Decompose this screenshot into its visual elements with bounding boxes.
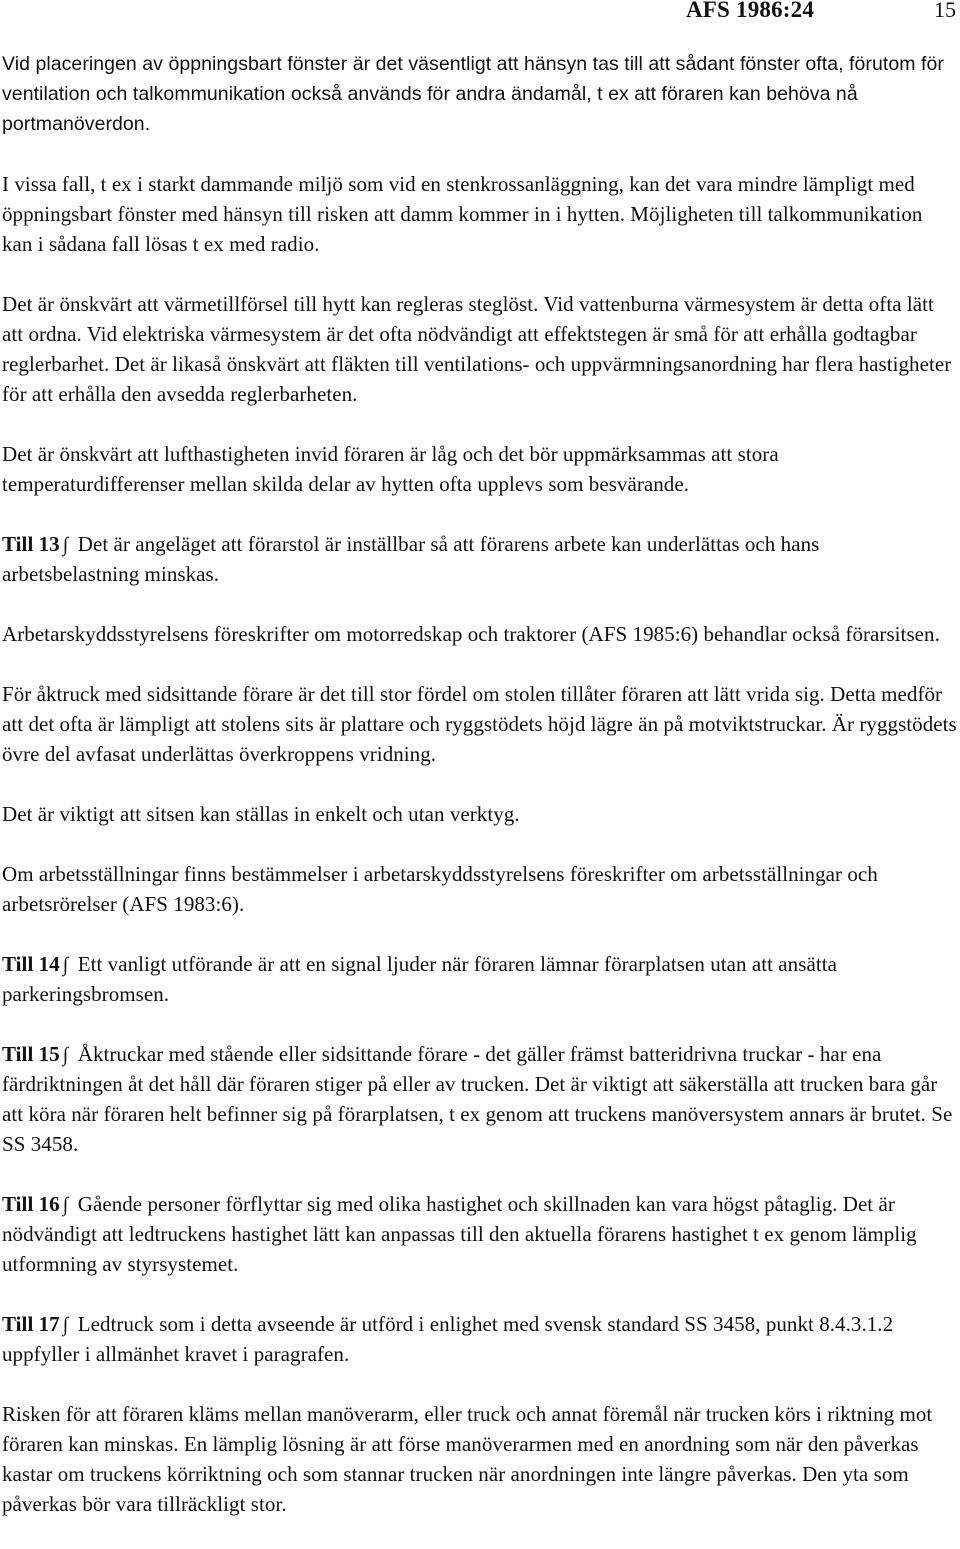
till-15-text: Åktruckar med stående eller sidsittande förare - det gäller främst batteridrivna truckar - har ena färdriktningen åt det håll där föraren stiger på eller av trucken. Det är viktigt att säkerställa att trucken bara går att köra när föraren helt befinner sig på förarplatsen, t ex genom att truckens manöversystem annars är brutet. Se SS 3458. — [2, 1042, 953, 1156]
till-13-label: Till 13 — [2, 532, 60, 556]
section-mark-icon: ∫ — [62, 954, 69, 976]
document-code: AFS 1986:24 — [686, 0, 815, 22]
page-number: 15 — [934, 0, 956, 22]
paragraph-crush-risk: Risken för att föraren kläms mellan manöverarm, eller truck och annat föremål när trucken körs i riktning mot föraren kan minskas. En lämplig lösning är att förse manöverarmen med en anordning som när den påverkas kastar om truckens körriktning och som stannar trucken när anordningen inte längre påverkas. Den yta som påverkas bör vara tillräckligt stor. — [2, 1402, 933, 1516]
section-mark-icon: ∫ — [62, 1044, 69, 1066]
paragraph-side-seated-driver: För åktruck med sidsittande förare är det till stor fördel om stolen tillåter föraren att lätt vrida sig. Detta medför att det ofta är lämpligt att stolens sits är plattare och ryggstödets höjd lägre än på motviktstruckar. Är ryggstödets övre del avfasat underlättas överkroppens vridning. — [2, 682, 957, 766]
paragraph-till-17 — [2, 1309, 958, 1369]
paragraph-till-13 — [2, 529, 958, 589]
paragraph-till-15 — [2, 1039, 958, 1159]
paragraph-heating-regulation: Det är önskvärt att värmetillförsel till hytt kan regleras steglöst. Vid vattenburna värmesystem är detta ofta lätt att ordna. Vid elektriska värmesystem är det ofta nödvändigt att effektstegen är små för att erhålla godtagbar reglerbarhet. Det är likaså önskvärt att fläkten till ventilations- och uppvärmningsanordning har flera hastigheter för att erhålla den avsedda reglerbarheten. — [2, 292, 952, 406]
till-16-label: Till 16 — [2, 1192, 60, 1216]
paragraph-air-velocity: Det är önskvärt att lufthastigheten invid föraren är låg och det bör uppmärksammas att stora temperaturdifferenser mellan skilda delar av hytten ofta upplevs som besvärande. — [2, 442, 779, 496]
document-body — [2, 49, 958, 1549]
paragraph-till-14 — [2, 949, 958, 1009]
section-mark-icon: ∫ — [62, 1314, 69, 1336]
paragraph-motor-equipment-regulations: Arbetarskyddsstyrelsens föreskrifter om motorredskap och traktorer (AFS 1985:6) behandlar också förarsitsen. — [2, 622, 940, 646]
section-mark-icon: ∫ — [62, 534, 69, 556]
till-13-text: Det är angeläget att förarstol är inställbar så att förarens arbete kan underlättas och hans arbetsbelastning minskas. — [2, 532, 820, 586]
paragraph-till-16 — [2, 1189, 958, 1279]
paragraph-seat-adjustment: Det är viktigt att sitsen kan ställas in enkelt och utan verktyg. — [2, 802, 520, 826]
paragraph-dusty-environment: I vissa fall, t ex i starkt dammande miljö som vid en stenkrossanläggning, kan det vara mindre lämpligt med öppningsbart fönster med hänsyn till risken att damm kommer in i hytten. Möjligheten till talkommunikation kan i sådana fall lösas t ex med radio. — [2, 172, 923, 256]
till-14-label: Till 14 — [2, 952, 60, 976]
till-16-text: Gående personer förflyttar sig med olika hastighet och skillnaden kan vara högst påtaglig. Det är nödvändigt att ledtruckens hastighet lätt kan anpassas till den aktuella förarens hastighet t ex genom lämplig utformning av styrsystemet. — [2, 1192, 917, 1276]
till-17-label: Till 17 — [2, 1312, 60, 1336]
till-15-label: Till 15 — [2, 1042, 60, 1066]
paragraph-work-postures: Om arbetsställningar finns bestämmelser i arbetarskyddsstyrelsens föreskrifter om arbetsställningar och arbetsrörelser (AFS 1983:6). — [2, 862, 878, 916]
section-mark-icon: ∫ — [62, 1194, 69, 1216]
paragraph-window-placement: Vid placeringen av öppningsbart fönster är det väsentligt att hänsyn tas till att sådant fönster ofta, förutom för ventilation och talkommunikation också används för andra ändamål, t ex att föraren kan behöva nå portmanöverdon. — [2, 53, 944, 135]
till-17-text: Ledtruck som i detta avseende är utförd i enlighet med svensk standard SS 3458, punkt 8.4.3.1.2 uppfyller i allmänhet kravet i paragrafen. — [2, 1312, 894, 1366]
page-header — [0, 0, 960, 30]
till-14-text: Ett vanligt utförande är att en signal ljuder när föraren lämnar förarplatsen utan att ansätta parkeringsbromsen. — [2, 952, 837, 1006]
